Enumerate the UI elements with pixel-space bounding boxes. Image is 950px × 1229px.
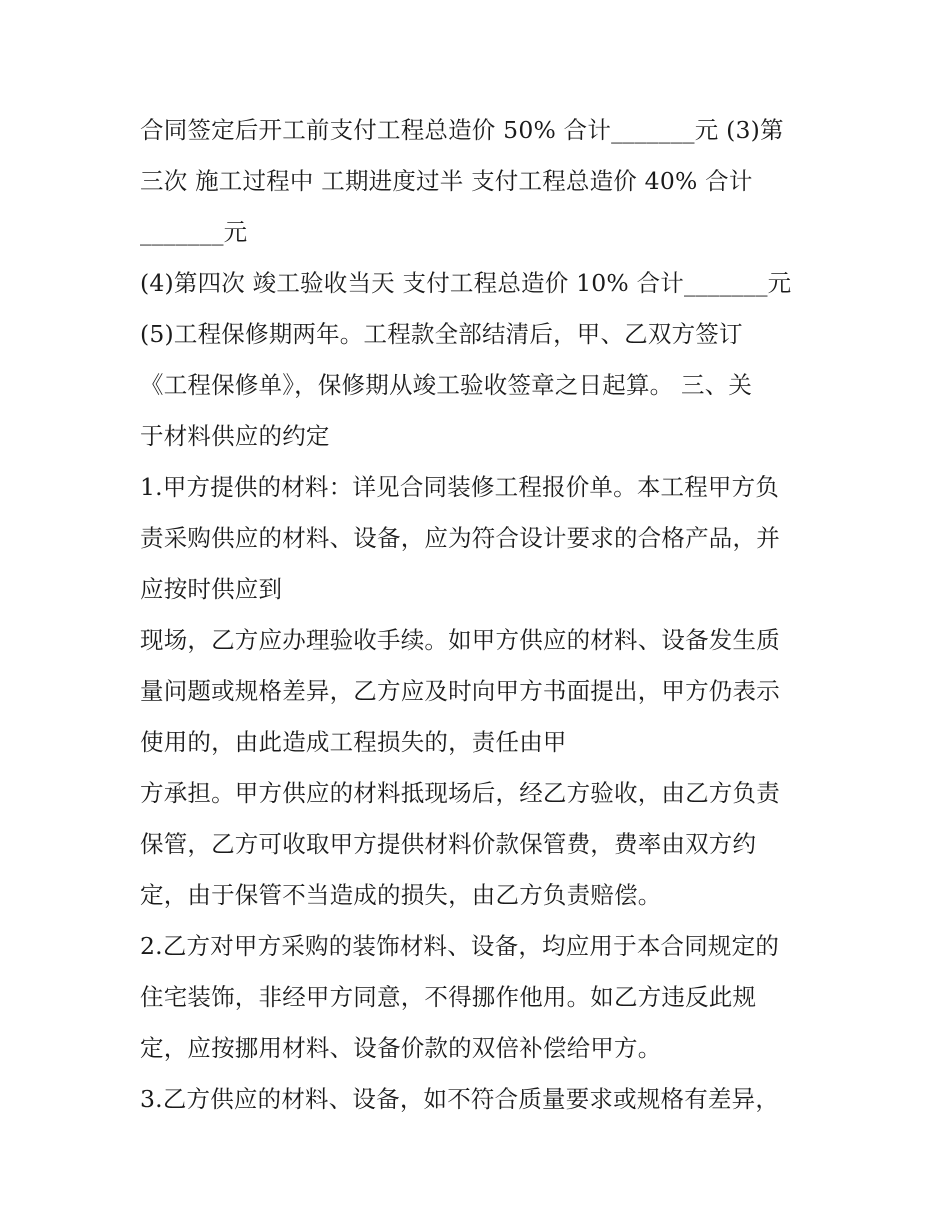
text-line: 合同签定后开工前支付工程总造价 50% 合计_______元 (3)第 bbox=[140, 116, 784, 144]
document-body bbox=[140, 105, 820, 1125]
text-line: (5)工程保修期两年。工程款全部结清后，甲、乙双方签订 bbox=[140, 320, 743, 348]
text-line: 定，由于保管不当造成的损失，由乙方负责赔偿。 bbox=[140, 881, 662, 909]
text-line: 方承担。甲方供应的材料抵现场后，经乙方验收，由乙方负责 bbox=[140, 779, 780, 807]
text-line: 责采购供应的材料、设备，应为符合设计要求的合格产品，并 bbox=[140, 524, 780, 552]
text-line: 现场，乙方应办理验收手续。如甲方供应的材料、设备发生质 bbox=[140, 626, 780, 654]
text-line: 量问题或规格差异，乙方应及时向甲方书面提出，甲方仍表示 bbox=[140, 677, 780, 705]
text-line: 保管，乙方可收取甲方提供材料价款保管费，费率由双方约 bbox=[140, 830, 757, 858]
text-line: 使用的，由此造成工程损失的，责任由甲 bbox=[140, 728, 567, 756]
text-line: 定，应按挪用材料、设备价款的双倍补偿给甲方。 bbox=[140, 1034, 662, 1062]
text-line: 3.乙方供应的材料、设备，如不符合质量要求或规格有差异， bbox=[140, 1085, 780, 1113]
text-line: 1.甲方提供的材料：详见合同装修工程报价单。本工程甲方负 bbox=[140, 473, 780, 501]
text-line: 应按时供应到 bbox=[140, 575, 283, 603]
text-line: _______元 bbox=[140, 218, 248, 246]
text-line: 住宅装饰，非经甲方同意，不得挪作他用。如乙方违反此规 bbox=[140, 983, 757, 1011]
text-line: (4)第四次 竣工验收当天 支付工程总造价 10% 合计_______元 bbox=[140, 269, 792, 297]
text-line: 2.乙方对甲方采购的装饰材料、设备，均应用于本合同规定的 bbox=[140, 932, 780, 960]
text-line: 于材料供应的约定 bbox=[140, 422, 330, 450]
text-line: 三次 施工过程中 工期进度过半 支付工程总造价 40% 合计 bbox=[140, 167, 753, 195]
text-line: 《工程保修单》，保修期从竣工验收签章之日起算。 三、关 bbox=[140, 371, 753, 399]
